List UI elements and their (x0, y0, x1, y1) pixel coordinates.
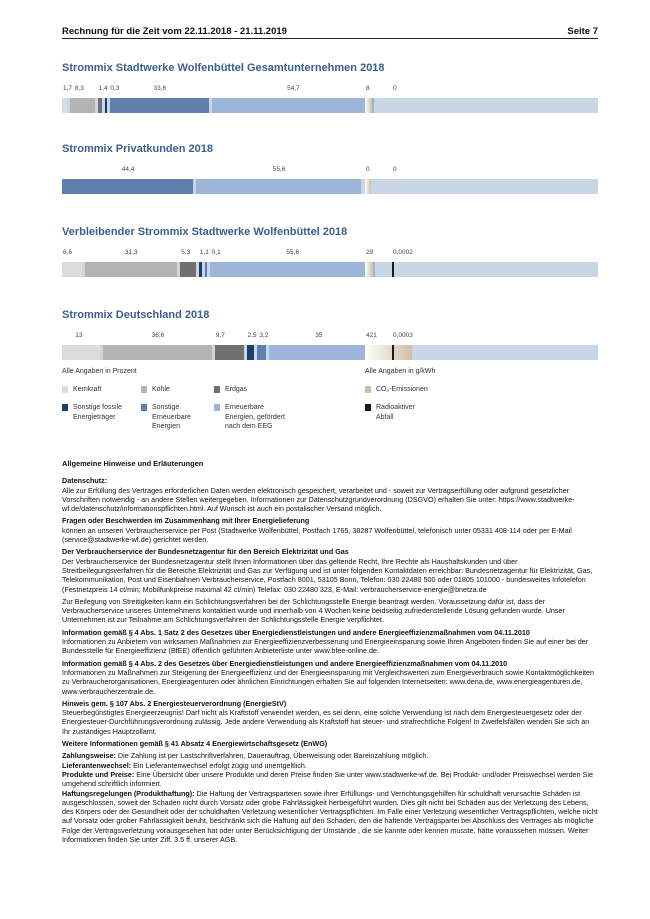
bar-value-label: 0 (393, 166, 397, 173)
notes-section-text (62, 708, 598, 736)
notes-section-text (62, 751, 598, 760)
legend-note-gkwh: Alle Angaben in g/kWh (365, 368, 436, 375)
notes-body-text: Die Haftung der Vertragsparteien sowie ihrer Erfüllungs- und Verrichtungsgehilfen für schuldhaft verursachte Schäden ist ausgeschlossen, soweit der Schaden nicht durch Vorsatz oder grobe Fahrlässigkeit herbeigeführt wurden. Dies gilt nicht bei Schäden aus der Verletzung des Lebens, des Körpers oder der Gesundheit oder der schuldhaften Verletzung wesentlicher Vertragspflichten. Im Falle einer Verletzung wesentlicher Vertragspflichten, welche nicht auf Vorsatz oder grober Fahrlässigkeit beruht, beschränkt sich die Haftung auf den Schaden, den die haftende Vertragspartei bei Abschluss des Vertrages als mögliche Folge der Vertragsverletzung vorausgesehen hat oder unter Berücksichtigung der Umstände , die sie kannte oder kennen musste, hätte voraussehen müssen. Weiter Informationen finden Sie unter Ziff. 3.5 ff. unserer AGB. (62, 788, 598, 844)
bar-segment-sonstige-fossile-energietr-ger (247, 345, 254, 360)
bar-value-label: 29 (366, 249, 374, 256)
bar-value-label: 55,6 (286, 249, 300, 256)
notes-section (62, 699, 598, 736)
bar-value-label: 0 (366, 166, 370, 173)
bar-segment-sonstige-erneuerbare-energien (205, 262, 207, 277)
notes-section-title: Hinweis gem. § 107 Abs. 2 Energiesteuerverordnung (EnergieStV) (62, 698, 287, 708)
legend-label: Kernkraft (73, 386, 102, 393)
notes-section-text (62, 526, 598, 545)
legend-swatch (62, 386, 68, 393)
legend-swatch (141, 404, 147, 411)
legend-label: Erdgas (225, 386, 248, 393)
notes-body-text: Alle zur Erfüllung des Vertrages erforderlichen Daten werden elektronisch gespeichert, verarbeitet und - soweit zur Vertragserfüllung oder aufgrund gesetzlicher Vorschriften notwendig - an andere Stellen weitergegeben. Informationen zur Datenschutzgrundverordnung (DSGVO) erhalten Sie unter: https://www.stadtwerke-wf.de/datenschutz/informationspflichten.html. Auf Wunsch ist auch ein postalischer Versand möglich. (62, 485, 575, 514)
notes-section-text (62, 789, 598, 845)
bar-segment-sonstige-erneuerbare-energien (257, 345, 266, 360)
bar-value-label: 0,3 (110, 85, 120, 92)
bar-value-label: 0,0003 (393, 332, 413, 339)
notes-section (62, 789, 598, 845)
bar-value-label: 13 (75, 332, 83, 339)
bar-segment-kernkraft (62, 98, 67, 113)
notes-section-title: Datenschutz: (62, 476, 108, 486)
legend-label: CO₂-Emissionen (376, 386, 428, 393)
bar-value-label: 1,1 (199, 249, 209, 256)
bar-value-label: 55,6 (272, 166, 286, 173)
general-notes (62, 459, 598, 844)
notes-section-text (62, 770, 598, 789)
bar-segment-kohle (103, 345, 211, 360)
notes-body-text: Die Zahlung ist per Lastschriftverfahren, Dauerauftrag, Überweisung oder Bareinzahlung möglich. (115, 751, 429, 761)
bar-segment-co2-emissionen (365, 262, 373, 277)
chart-title: Strommix Stadtwerke Wolfenbüttel Gesamtunternehmen 2018 (62, 62, 385, 74)
legend-swatch (365, 386, 371, 393)
chart-title: Strommix Deutschland 2018 (62, 309, 210, 321)
bar-value-label: 33,6 (153, 85, 167, 92)
notes-body-text: Zur Beilegung von Streitigkeiten kann ein Schlichtungsverfahren bei der Schlichtungsstelle Energie beantragt werden. Voraussetzung dafür ist, dass der Verbraucherservice unseres Unternehmens kontaktiert wurde und innerhalb von 4 Wochen keine beidseitig zufriedenstellende Lösung gefunden wurde. Unser Unternehmen ist zur Teilnahme am Schlichtungsverfahren der Schlichtungsstelle Energie verpflichtet. (62, 596, 565, 625)
bar-value-label: 1,4 (98, 85, 108, 92)
bar-value-label: 8 (366, 85, 370, 92)
notes-inline-title: Lieferantenwechsel: (62, 760, 132, 770)
bar-value-label: 0,0002 (393, 249, 413, 256)
notes-section (62, 628, 598, 656)
notes-inline-title: Produkte und Preise: (62, 769, 135, 779)
bar-segment-sonstige-fossile-energietr-ger (199, 262, 202, 277)
bar-segment-sonstige-erneuerbare-energien (62, 179, 193, 194)
bar-value-label: 31,3 (124, 249, 138, 256)
legend-swatch (62, 404, 68, 411)
chart-deutschland (62, 309, 598, 360)
bar-segment-co2-emissionen (365, 345, 412, 360)
legend-swatch (141, 386, 147, 393)
notes-section (62, 761, 598, 770)
notes-body-text: Eine Übersicht über unsere Produkte und deren Preise finden Sie unter www.stadtwerke-wf.de. Bei Produkt- und/oder Preiswechsel werden Sie umgehend schriftlich informiert. (62, 769, 593, 789)
bar-value-label: 3,2 (259, 332, 269, 339)
notes-section (62, 547, 598, 593)
notes-section-text (62, 668, 598, 696)
bar-segment-erneuerbare-energien-gef-rdert-nach-dem-eeg (196, 179, 361, 194)
bar-value-label: 0,1 (211, 249, 221, 256)
notes-section (62, 770, 598, 789)
notes-section-text (62, 557, 598, 594)
notes-section (62, 597, 598, 625)
notes-body-text: Informationen zu Anbietern von wirksamen Maßnahmen zur Energieeffizienzverbesserung und Energieeinsparung sowie Ihren Angeboten finden Sie auf einer bei der Bundesstelle für Energieeffizienz (BfEE) öffentlich geführten Anbieterliste unter www.bfee-online.de. (62, 637, 589, 656)
bar-value-label: 5,3 (181, 249, 191, 256)
chart-verbleibender-strommix (62, 226, 598, 277)
bar-segment-kohle (70, 98, 95, 113)
notes-inline-title: Haftungsregelungen (Produkthaftung): (62, 788, 195, 798)
bar-segment-kernkraft (62, 345, 100, 360)
notes-section (62, 739, 598, 748)
bar-segment-co2-emissionen (365, 98, 372, 113)
bar-segment-erdgas (215, 345, 244, 360)
notes-section (62, 516, 598, 544)
legend-label: Kohle (152, 386, 170, 393)
legend-swatch (214, 404, 220, 411)
bar-value-label: 0 (393, 85, 397, 92)
bar-value-label: 44,4 (121, 166, 135, 173)
notes-section-title: Weitere Informationen gemäß § 41 Absatz 4 Energiewirtschaftsgesetz (EnWG) (62, 739, 328, 749)
bar-value-label: 54,7 (287, 85, 300, 92)
notes-section-text (62, 761, 598, 770)
legend-label: Sonstige fossile Energieträger (73, 404, 123, 421)
notes-section (62, 476, 598, 513)
page-number: Seite 7 (567, 26, 598, 37)
bar-value-label: 8,3 (74, 85, 84, 92)
legend-label: Sonstige Erneuerbare Energien (152, 404, 191, 430)
notes-section-text (62, 486, 598, 514)
bar-segment-sonstige-erneuerbare-energien (110, 98, 209, 113)
notes-body-text: Ein Lieferantenwechsel erfolgt zügig und unentgeltlich. (131, 760, 307, 770)
chart-title: Verbleibender Strommix Stadtwerke Wolfenbüttel 2018 (62, 226, 348, 238)
notes-section (62, 751, 598, 760)
bar-value-label: 36,6 (151, 332, 165, 339)
notes-section-title: Fragen oder Beschwerden im Zusammenhang mit Ihrer Energielieferung (62, 516, 310, 526)
notes-body-text: Der Verbraucherservice der Bundesnetzagentur stellt Ihnen Informationen über das geltende Recht, Ihre Rechte als Haushaltskunden und über Streitbeilegungsverfahren für die Bereiche Elektrizität und Gas zur Verfügung und ist unter folgenden Kontaktdaten erreichbar: Bundesnetzagentur für Elektrizität, Gas, Telekommunikation, Post und Eisenbahnen Verbraucherservice, Postfach 8001, 53105 Bonn, Telefon: 030 22480 500 oder 01805 101000 - bundesweites Infotelefon (Festnetzpreis 14 ct/min; Mobilfunkpreise maximal 42 ct/min) Telefax: 030 22480 323, E-Mail: verbraucherservice-energie@bnetza.de (62, 556, 593, 594)
bar-value-label: 9,7 (215, 332, 225, 339)
bar-value-label: 2,5 (247, 332, 257, 339)
notes-section-text (62, 637, 598, 656)
bar-segment-erneuerbare-energien-gef-rdert-nach-dem-eeg (212, 98, 374, 113)
bar-segment-kohle (85, 262, 178, 277)
legend-label: Erneuerbare Energien, gefördert nach dem EEG (225, 404, 285, 430)
invoice-period-title: Rechnung für die Zeit vom 22.11.2018 - 21.11.2019 (62, 26, 287, 37)
legend-swatch (365, 404, 371, 411)
notes-body-text: Steuerbegünstigtes Energieerzeugnis! Darf nicht als Kraftstoff verwendet werden, es sei denn, eine solche Verwendung ist nach dem Energiesteuergesetz oder der Energiesteuer-Durchführungsverordnung zulässig. Jede andere Verwendung als Kraftstoff hat steuer- und strafrechtliche Folgen! In Zweifelsfällen wenden Sie sich an Ihr zuständiges Hauptzollamt. (62, 708, 590, 736)
bar-value-label: 1,7 (63, 85, 73, 92)
notes-section-title: Information gemäß § 4 Abs. 2 des Gesetzes über Energiedienstleistungen und andere Energieeffizienzmaßnahmen vom 04.11.2010 (62, 658, 508, 668)
bar-segment-radioaktiver-abfall (392, 262, 394, 277)
chart-title: Strommix Privatkunden 2018 (62, 143, 214, 155)
bar-segment-erneuerbare-energien-gef-rdert-nach-dem-eeg (210, 262, 375, 277)
notes-inline-title: Zahlungsweise: (62, 751, 116, 761)
notes-body-text: können an unseren Verbraucherservice per Post (Stadtwerke Wolfenbüttel, Postfach 1765, 38287 Wolfenbüttel, telefonisch unter 05331 408-114 oder per E-Mail (service@stadtwerke-wf.de) gerichtet werden. (62, 525, 572, 545)
notes-body-text: Informationen zu Maßnahmen zur Steigerung der Energieeffizienz und der Energieeinsparung mit Vergleichswerten zum Energieverbrauch sowie Kontaktmöglichkeiten zu Verbraucherorganisationen, Energieagenturen oder ähnlichen Einrichtungen erhalten Sie auf folgenden Internetseiten: www.dena.de, www.energieagenturen.de, www.verbraucherzentrale.de. (62, 667, 595, 696)
page-header (62, 26, 598, 39)
notes-section-title: Information gemäß § 4 Abs. 1 Satz 2 des Gesetzes über Energiedienstleistungen und andere Energieeffizienzmaßnahmen vom 04.11.2010 (62, 627, 530, 637)
bar-segment-co2-emissionen (365, 179, 371, 194)
bar-segment-erneuerbare-energien-gef-rdert-nach-dem-eeg (269, 345, 373, 360)
bar-value-label: 35 (315, 332, 323, 339)
notes-section-text (62, 597, 598, 625)
bar-value-label: 6,6 (63, 249, 73, 256)
bar-segment-erdgas (180, 262, 196, 277)
notes-section (62, 659, 598, 696)
bar-segment-kernkraft (62, 262, 82, 277)
notes-section-title: Der Verbraucherservice der Bundesnetzagentur für den Bereich Elektrizität und Gas (62, 547, 349, 557)
notes-heading: Allgemeine Hinweise und Erläuterungen (62, 459, 204, 468)
chart-privatkunden (62, 143, 598, 194)
bar-segment-erdgas (98, 98, 102, 113)
bar-value-label: 421 (366, 332, 377, 339)
bar-segment-radioaktiver-abfall (392, 345, 394, 360)
legend-label: Radioaktiver Abfall (376, 404, 415, 421)
legend-note-percent: Alle Angaben in Prozent (62, 368, 137, 375)
bar-segment-sonstige-fossile-energietr-ger (105, 98, 107, 113)
legend-swatch (214, 386, 220, 393)
chart-gesamtunternehmen (62, 62, 598, 113)
